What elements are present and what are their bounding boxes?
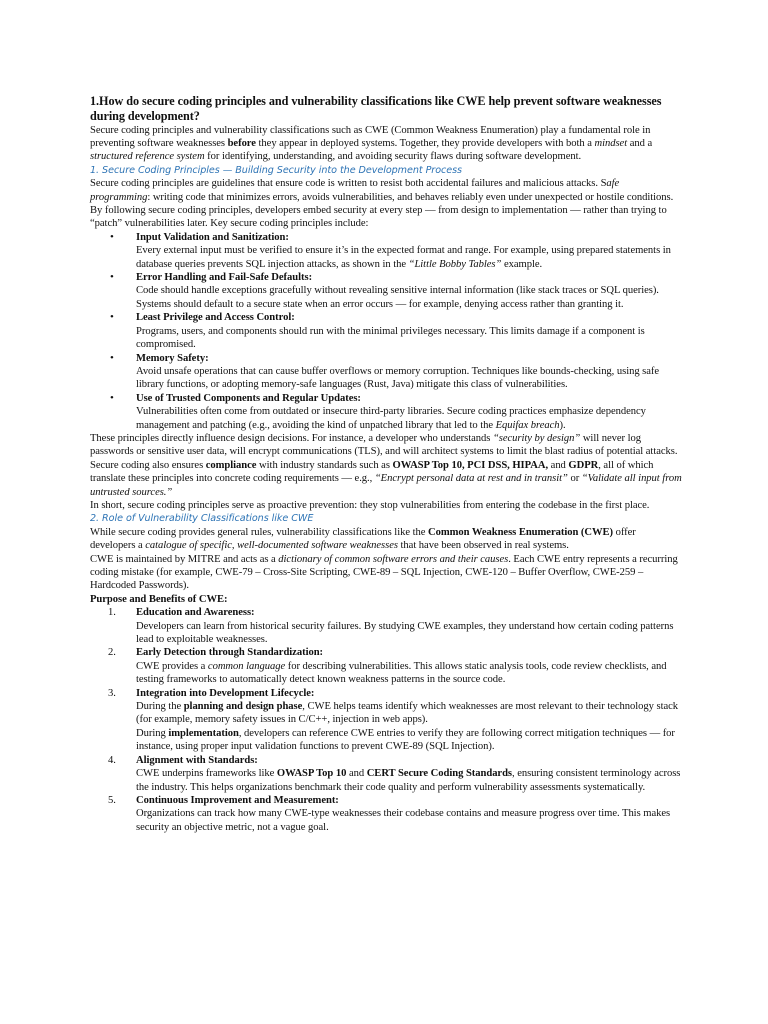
list-item: • Error Handling and Fail-Safe Defaults: Code should handle exceptions gracefully without revealing sensitive internal information (like stack traces or SQL queries). Systems should default to a secure state when an error occurs — for example, denying access rather than granting it. <box>136 271 682 311</box>
item-title: Continuous Improvement and Measurement: <box>136 794 339 806</box>
section2-paragraph-2: CWE is maintained by MITRE and acts as a dictionary of common software errors and their causes. Each CWE entry represents a recurring coding mistake (for example, CWE-79 – Cross-Site Scripting, CWE-89 – SQL Injection, CWE-120 – Buffer Overflow, CWE-259 – Hardcoded Passwords). <box>90 553 678 592</box>
list-item: 2. Early Detection through Standardization: CWE provides a common language for describing vulnerabilities. This allows static analysis tools, code review checklists, and testing frameworks to automatically detect known weakness patterns in the source code. <box>108 647 667 686</box>
list-item: 1. Education and Awareness: Developers can learn from historical security failures. By studying CWE examples, they understand how certain coding patterns lead to exploitable weaknesses. <box>108 607 674 646</box>
bullet-title: Least Privilege and Access Control: <box>136 312 295 324</box>
purpose-heading: Purpose and Benefits of CWE: <box>90 593 228 605</box>
list-number: 3. <box>108 687 116 699</box>
item-title: Integration into Development Lifecycle: <box>136 687 315 699</box>
item-title: Education and Awareness: <box>136 607 255 619</box>
item-title: Alignment with Standards: <box>136 754 258 766</box>
list-item: • Least Privilege and Access Control: Programs, users, and components should run with the minimal privileges necessary. This limits damage if a component is compromised. <box>136 311 682 351</box>
benefits-list <box>90 606 682 834</box>
list-item: 3. Integration into Development Lifecycle: During the planning and design phase, CWE helps teams identify which weaknesses are most relevant to their technology stack (for example, memory safety issues in C/C++, injection in web apps). During implementation, developers can reference CWE entries to verify they are following correct mitigation techniques — for instance, using proper input validation functions to prevent CWE-89 (SQL Injection). <box>108 687 679 753</box>
bullet-title: Use of Trusted Components and Regular Updates: <box>136 392 361 404</box>
intro-paragraph: Secure coding principles and vulnerability classifications such as CWE (Common Weakness Enumeration) play a fundamental role in preventing software weaknesses before they appear in deployed systems. Together, they provide developers with both a mindset and a structured reference system for identifying, understanding, and avoiding security flaws during software development. <box>90 124 653 163</box>
section1-paragraph-2: By following secure coding principles, developers embed security at every step — from design to implementation — rather than trying to “patch” vulnerabilities later. Key secure coding principles include: <box>90 205 667 230</box>
section1-heading: 1. Secure Coding Principles — Building Security into the Development Process <box>90 164 462 176</box>
section2-paragraph-1: While secure coding provides general rules, vulnerability classifications like the Common Weakness Enumeration (CWE) offer developers a catalogue of specific, well-documented software weaknesses that have been observed in real systems. <box>90 526 636 552</box>
bullet-title: Input Validation and Sanitization: <box>136 231 289 243</box>
bullet-title: Error Handling and Fail-Safe Defaults: <box>136 272 313 284</box>
list-item: • Input Validation and Sanitization: Every external input must be verified to ensure it’s in the expected format and range. For example, using prepared statements in database queries prevents SQL injection attacks, as shown in the “Little Bobby Tables” example. <box>136 231 682 271</box>
question-title: 1.How do secure coding principles and vulnerability classifications like CWE help prevent software weaknesses during development? <box>90 94 662 123</box>
list-number: 1. <box>108 607 116 619</box>
list-number: 2. <box>108 647 116 659</box>
list-item: 4. Alignment with Standards: CWE underpins frameworks like OWASP Top 10 and CERT Secure Coding Standards, ensuring consistent terminology across the industry. This helps organizations benchmark their code quality and perform vulnerability assessments systematically. <box>108 754 681 793</box>
section1-paragraph-5: In short, secure coding principles serve as proactive prevention: they stop vulnerabilities from entering the codebase in the first place. <box>90 499 650 511</box>
section2-heading: 2. Role of Vulnerability Classifications like CWE <box>90 513 314 525</box>
document-page <box>90 94 682 834</box>
principles-list <box>90 231 682 432</box>
bullet-title: Memory Safety: <box>136 352 209 364</box>
item-title: Early Detection through Standardization: <box>136 647 324 659</box>
list-item: • Memory Safety: Avoid unsafe operations that can cause buffer overflows or memory corruption. Techniques like bounds-checking, using safe library functions, or adopting memory-safe languages (Rust, Java) mitigate this class of vulnerabilities. <box>136 352 682 392</box>
list-number: 5. <box>108 794 116 806</box>
section1-paragraph-1: Secure coding principles are guidelines that ensure code is written to resist both accidental failures and malicious attacks. Safe programming: writing code that minimizes errors, avoids vulnerabilities, and behaves reliably even under unexpected or hostile conditions. <box>90 178 674 203</box>
list-item: 5. Continuous Improvement and Measurement: Organizations can track how many CWE-type weaknesses their codebase contains and measure progress over time. This makes security an objective metric, not a vague goal. <box>108 794 671 833</box>
section1-paragraph-4: Secure coding also ensures compliance with industry standards such as OWASP Top 10, PCI DSS, HIPAA, and GDPR, all of which translate these principles into concrete coding requirements — e.g., “Encrypt personal data at rest and in transit” or “Validate all input from untrusted sources.” <box>90 459 682 498</box>
list-number: 4. <box>108 754 116 766</box>
section1-paragraph-3: These principles directly influence design decisions. For instance, a developer who understands “security by design” will never log passwords or sensitive user data, will encrypt communications (TLS), and will architect systems to limit the blast radius of potential attacks. <box>90 432 678 458</box>
list-item: • Use of Trusted Components and Regular Updates: Vulnerabilities often come from outdated or insecure third-party libraries. Secure coding practices emphasize dependency management and patching (e.g., avoiding the kind of unpatched library that led to the Equifax breach). <box>136 392 682 432</box>
